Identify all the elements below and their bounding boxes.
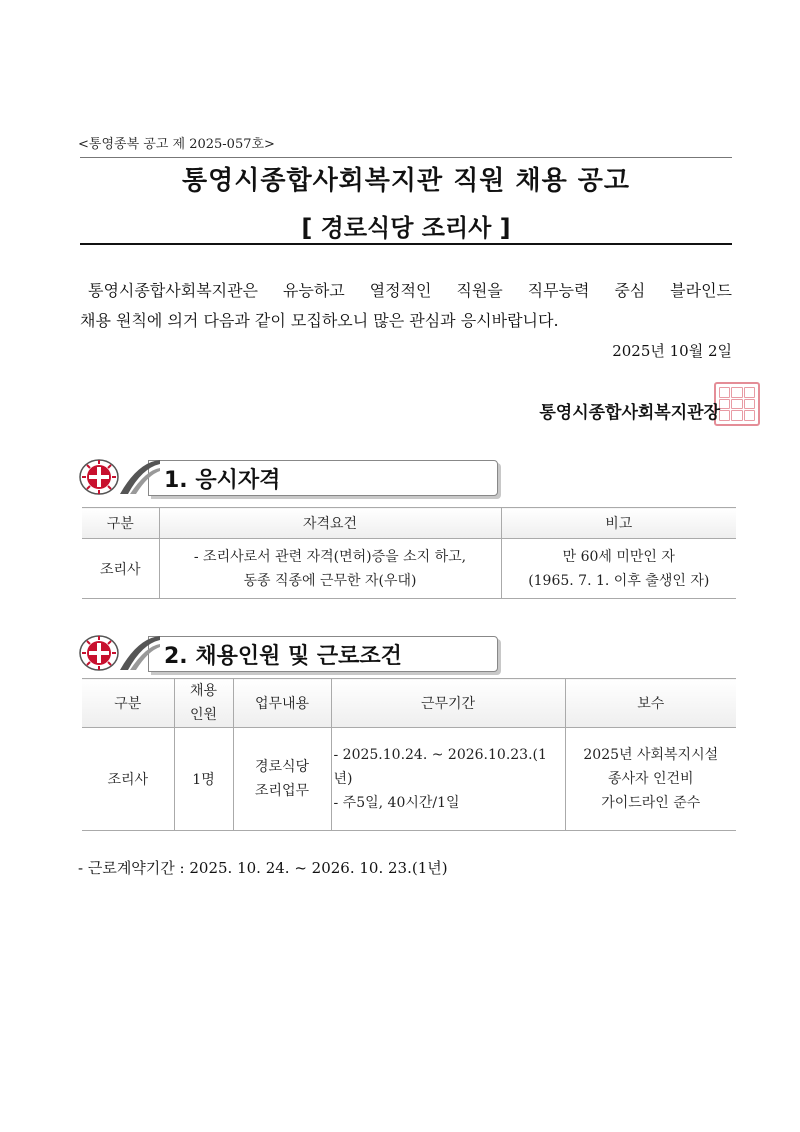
section2-title: 2. 채용인원 및 근로조건 bbox=[164, 644, 402, 669]
header-requirement: 자격요건 bbox=[159, 508, 501, 539]
cell-count: 1명 bbox=[174, 728, 233, 831]
cell-note bbox=[501, 539, 736, 599]
cell-period bbox=[331, 728, 565, 831]
pay-line-2: 종사자 인건비 bbox=[607, 771, 694, 787]
section1-header bbox=[78, 458, 498, 498]
intro-line-1: 통영시종합사회복지관은 유능하고 열정적인 직원을 직무능력 중심 블라인드 bbox=[88, 281, 732, 300]
table-row bbox=[82, 728, 736, 831]
intro-paragraph bbox=[80, 276, 732, 336]
header-category: 구분 bbox=[82, 679, 174, 728]
qualification-table bbox=[82, 507, 736, 599]
section1-title: 1. 응시자격 bbox=[164, 468, 281, 493]
section-swoosh-icon bbox=[116, 634, 162, 672]
cell-category: 조리사 bbox=[82, 539, 159, 599]
conditions-table bbox=[82, 678, 736, 831]
section2-header bbox=[78, 634, 498, 674]
intro-line-2: 채용 원칙에 의거 다음과 같이 모집하오니 많은 관심과 응시바랍니다. bbox=[80, 311, 559, 330]
header-count-line-1: 채용 bbox=[189, 683, 218, 699]
requirement-line-1: - 조리사로서 관련 자격(면허)증을 소지 하고, bbox=[193, 548, 467, 565]
duty-line-1: 경로식당 bbox=[254, 759, 310, 775]
cell-category: 조리사 bbox=[82, 728, 174, 831]
header-duty: 업무내용 bbox=[233, 679, 331, 728]
cell-pay bbox=[565, 728, 736, 831]
header-pay: 보수 bbox=[565, 679, 736, 728]
header-bottom-rule bbox=[80, 243, 732, 245]
header-note: 비고 bbox=[501, 508, 736, 539]
note-line-1: 만 60세 미만인 자 bbox=[562, 548, 675, 565]
duty-line-2: 조리업무 bbox=[254, 783, 310, 799]
official-seal bbox=[714, 382, 760, 426]
period-line-2: - 주5일, 40시간/1일 bbox=[333, 795, 460, 811]
table-row bbox=[82, 539, 736, 599]
header-count bbox=[174, 679, 233, 728]
note-line-2: (1965. 7. 1. 이후 출생인 자) bbox=[528, 572, 710, 589]
header-count-line-2: 인원 bbox=[189, 707, 218, 723]
header-top-rule bbox=[80, 157, 732, 158]
cell-duty bbox=[233, 728, 331, 831]
document-number: <통영종복 공고 제 2025-057호> bbox=[78, 137, 275, 152]
header-category: 구분 bbox=[82, 508, 159, 539]
table-header-row bbox=[82, 679, 736, 728]
cell-requirement bbox=[159, 539, 501, 599]
page-title: 통영시종합사회복지관 직원 채용 공고 bbox=[181, 166, 630, 196]
caritas-logo-icon bbox=[78, 458, 120, 496]
section-swoosh-icon bbox=[116, 458, 162, 496]
contract-period-note: - 근로계약기간 : 2025. 10. 24. ~ 2026. 10. 23.(1년) bbox=[78, 859, 448, 877]
pay-line-1: 2025년 사회복지시설 bbox=[583, 747, 719, 763]
requirement-line-2: 동종 직종에 근무한 자(우대) bbox=[243, 572, 417, 589]
table-header-row bbox=[82, 508, 736, 539]
pay-line-3: 가이드라인 준수 bbox=[601, 795, 701, 811]
header-period: 근무기간 bbox=[331, 679, 565, 728]
period-line-1: - 2025.10.24. ~ 2026.10.23.(1년) bbox=[333, 747, 547, 787]
page-subtitle: [ 경로식당 조리사 ] bbox=[301, 214, 511, 242]
announcement-date: 2025년 10월 2일 bbox=[612, 342, 732, 360]
caritas-logo-icon bbox=[78, 634, 120, 672]
issuer-name: 통영시종합사회복지관장 bbox=[539, 403, 720, 423]
